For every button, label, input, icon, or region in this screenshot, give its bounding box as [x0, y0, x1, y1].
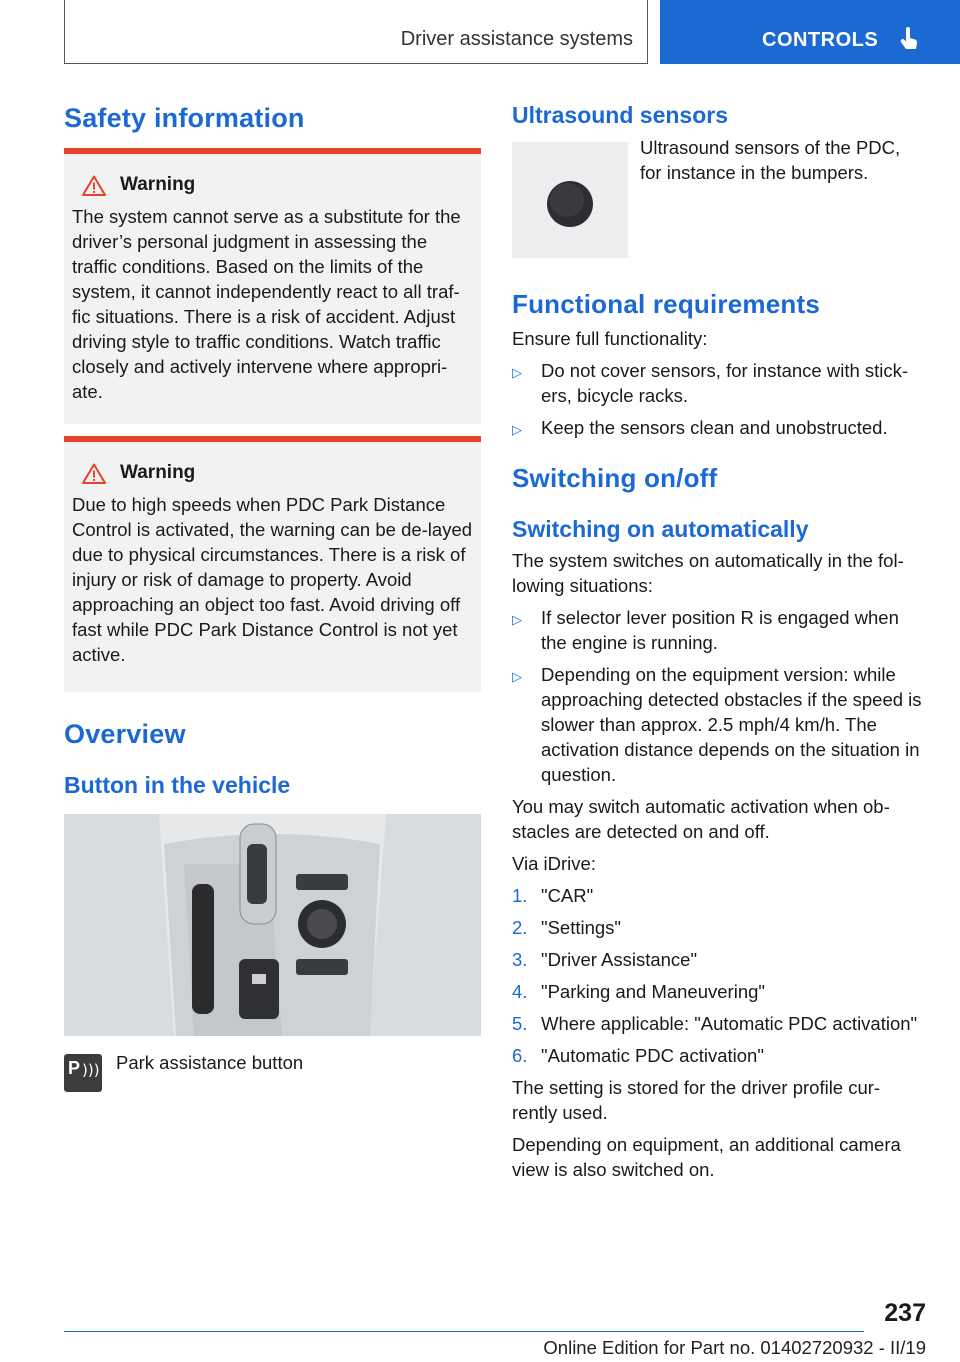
bullet-triangle-icon: ▷ — [512, 669, 522, 684]
warning-title-text-1: Warning — [120, 174, 196, 195]
park-assistance-legend — [64, 1054, 481, 1092]
setting-stored-text: The setting is stored for the driver profile cur-rently used. — [512, 1077, 881, 1123]
functional-intro: Ensure full functionality: — [512, 328, 708, 349]
page-number: 237 — [884, 1299, 926, 1327]
switching-on-automatically-heading: Switching on automatically — [512, 516, 809, 542]
list-item: 2. "Settings" — [512, 917, 621, 938]
warning-box-2 — [64, 436, 481, 692]
list-item: 3. "Driver Assistance" — [512, 949, 698, 970]
warning-text-1: The system cannot serve as a substitute for the driver’s personal judgment in assessing the traffic conditions. Based on the limits of the system, it cannot independently react to all traf-fic situations. There is a risk of accident. Adjust driving style to traffic conditions. Watch traffic closely and actively intervene where appropri-ate. — [72, 206, 461, 402]
warning-title-text-2: Warning — [120, 462, 196, 483]
center-console-image — [64, 814, 481, 1036]
list-item: ▷ Do not cover sensors, for instance with stick-ers, bicycle racks. — [512, 360, 909, 406]
ultrasound-sensors-heading: Ultrasound sensors — [512, 102, 728, 128]
header-chapter-tab[interactable] — [660, 0, 960, 64]
idrive-steps-list — [512, 883, 924, 1068]
auto-intro: The system switches on automatically in the fol-lowing situations: — [512, 550, 904, 596]
park-assistance-label: Park assistance button — [116, 1052, 304, 1073]
switching-on-off-heading: Switching on/off — [512, 463, 718, 493]
via-idrive-text: Via iDrive: — [512, 853, 596, 874]
header-chapter-label: CONTROLS — [762, 29, 879, 51]
bullet-triangle-icon: ▷ — [512, 612, 522, 627]
list-item: ▷ Keep the sensors clean and unobstructed. — [512, 415, 924, 442]
warning-triangle-icon — [82, 463, 106, 484]
camera-view-text: Depending on equipment, an additional camera view is also switched on. — [512, 1134, 901, 1180]
footer-divider — [64, 1331, 864, 1332]
ultrasound-block — [512, 137, 924, 258]
left-column — [64, 100, 481, 1092]
overview-heading: Overview — [64, 719, 186, 749]
warning-text-2: Due to high speeds when PDC Park Distance Control is activated, the warning can be de-layed due to physical circumstances. There is a risk of injury or risk of damage to property. Avoid approaching an object too fast. Avoid driving off fast while PDC Park Distance Control is not yet active. — [72, 494, 473, 665]
ultrasound-text: Ultrasound sensors of the PDC, for instance in the bumpers. — [640, 137, 901, 183]
list-item: 6. "Automatic PDC activation" — [512, 1045, 764, 1066]
list-item: 1. "CAR" — [512, 885, 594, 906]
switch-activation-text: You may switch automatic activation when ob-stacles are detected on and off. — [512, 796, 890, 842]
button-in-vehicle-heading: Button in the vehicle — [64, 772, 291, 798]
header-section-title: Driver assistance systems — [400, 28, 633, 50]
ultrasound-sensor-image — [512, 142, 628, 258]
list-item: 5. Where applicable: "Automatic PDC activation" — [512, 1013, 918, 1034]
bullet-triangle-icon: ▷ — [512, 365, 522, 380]
warning-box-1 — [64, 148, 481, 424]
list-item: ▷ If selector lever position R is engaged when the engine is running. — [512, 607, 899, 653]
right-column — [512, 100, 924, 1182]
warning-title-1 — [82, 174, 473, 196]
list-item: ▷ Depending on the equipment version: while approaching detected obstacles if the speed is slower than approx. 2.5 mph/4 km/h. The activation distance depends on the situation in question. — [512, 664, 922, 785]
list-item: 4. "Parking and Maneuvering" — [512, 981, 765, 1002]
bullet-triangle-icon: ▷ — [512, 422, 522, 437]
functional-requirements-heading: Functional requirements — [512, 289, 820, 319]
footer-edition: Online Edition for Part no. 01402720932 - II/19 — [543, 1337, 926, 1358]
header-section-box — [64, 0, 648, 64]
park-assist-icon: P ))) — [64, 1054, 102, 1092]
pointing-hand-icon — [896, 26, 922, 52]
safety-information-heading: Safety information — [64, 103, 305, 133]
warning-triangle-icon — [82, 175, 106, 196]
warning-title-2 — [82, 462, 473, 484]
